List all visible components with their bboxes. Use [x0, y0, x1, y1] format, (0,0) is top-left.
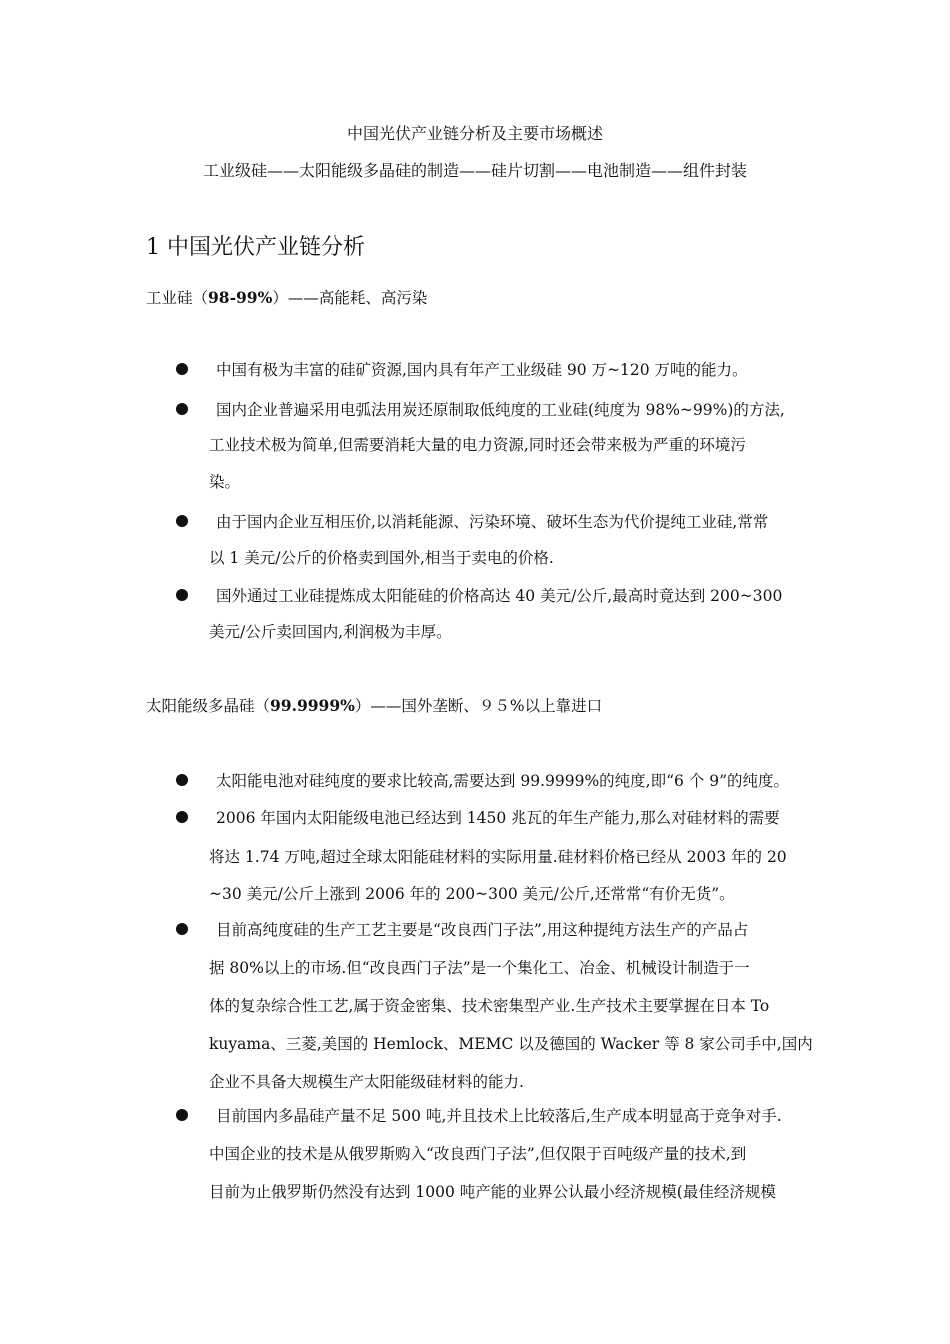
bullet-dot-icon — [176, 515, 188, 527]
subheading-suffix: ）——国外垄断、９５%以上靠进口 — [354, 697, 603, 715]
bullet-line: 以 1 美元/公斤的价格卖到国外,相当于卖电的价格. — [209, 549, 554, 567]
bullet-line: 太阳能电池对硅纯度的要求比较高,需要达到 99.9999%的纯度,即“6 个 9”的纯度。 — [216, 772, 790, 790]
bullet-line: kuyama、三菱,美国的 Hemlock、MEMC 以及德国的 Wacker 等 8 家公司手中,国内 — [209, 1035, 813, 1053]
subheading-purity: 99.9999% — [270, 696, 355, 715]
bullet-line: 美元/公斤卖回国内,利润极为丰厚。 — [209, 623, 452, 641]
bullet-line: 企业不具备大规模生产太阳能级硅材料的能力. — [209, 1073, 524, 1091]
section-heading: 1 中国光伏产业链分析 — [146, 235, 365, 260]
bullet-line: 2006 年国内太阳能级电池已经达到 1450 兆瓦的年生产能力,那么对硅材料的需要 — [216, 809, 780, 827]
subheading-purity: 98-99% — [208, 288, 273, 307]
industry-chain-line: 工业级硅——太阳能级多晶硅的制造——硅片切割——电池制造——组件封装 — [202, 161, 747, 180]
bullet-line: 中国企业的技术是从俄罗斯购入“改良西门子法”,但仅限于百吨级产量的技术,到 — [209, 1145, 747, 1163]
bullet-dot-icon — [176, 1109, 188, 1121]
bullet-line: 目前为止俄罗斯仍然没有达到 1000 吨产能的业界公认最小经济规模(最佳经济规模 — [209, 1183, 776, 1201]
bullet-line: 中国有极为丰富的硅矿资源,国内具有年产工业级硅 90 万~120 万吨的能力。 — [216, 361, 748, 379]
bullet-line: 由于国内企业互相压价,以消耗能源、污染环境、破坏生态为代价提纯工业硅,常常 — [216, 513, 769, 531]
bullet-dot-icon — [176, 589, 188, 601]
bullet-dot-icon — [176, 923, 188, 935]
bullet-line: 据 80%以上的市场.但“改良西门子法”是一个集化工、冶金、机械设计制造于一 — [209, 959, 750, 977]
subheading-solar-grade-silicon — [146, 695, 602, 717]
bullet-line: 目前高纯度硅的生产工艺主要是“改良西门子法”,用这种提纯方法生产的产品占 — [216, 921, 749, 939]
bullet-dot-icon — [176, 403, 188, 415]
subheading-industrial-silicon — [146, 287, 427, 309]
subheading-suffix: ）——高能耗、高污染 — [272, 289, 428, 307]
bullet-line: 工业技术极为简单,但需要消耗大量的电力资源,同时还会带来极为严重的环境污 — [209, 436, 746, 454]
subheading-prefix: 太阳能级多晶硅（ — [146, 697, 271, 715]
bullet-dot-icon — [176, 774, 188, 786]
subheading-prefix: 工业硅（ — [146, 289, 209, 307]
bullet-line: 体的复杂综合性工艺,属于资金密集、技术密集型产业.生产技术主要掌握在日本 To — [209, 997, 770, 1015]
bullet-line: 目前国内多晶硅产量不足 500 吨,并且技术上比较落后,生产成本明显高于竞争对手. — [216, 1107, 782, 1125]
bullet-line: 将达 1.74 万吨,超过全球太阳能硅材料的实际用量.硅材料价格已经从 2003 年的 20 — [209, 848, 787, 866]
bullet-line: 国外通过工业硅提炼成太阳能硅的价格高达 40 美元/公斤,最高时竟达到 200~300 — [216, 587, 783, 605]
bullet-line: 国内企业普遍采用电弧法用炭还原制取低纯度的工业硅(纯度为 98%~99%)的方法, — [216, 401, 785, 419]
bullet-line: 染。 — [209, 473, 241, 491]
bullet-dot-icon — [176, 363, 188, 375]
document-title: 中国光伏产业链分析及主要市场概述 — [346, 124, 603, 143]
bullet-dot-icon — [176, 811, 188, 823]
bullet-line: ~30 美元/公斤上涨到 2006 年的 200~300 美元/公斤,还常常“有价无货”。 — [209, 885, 735, 903]
